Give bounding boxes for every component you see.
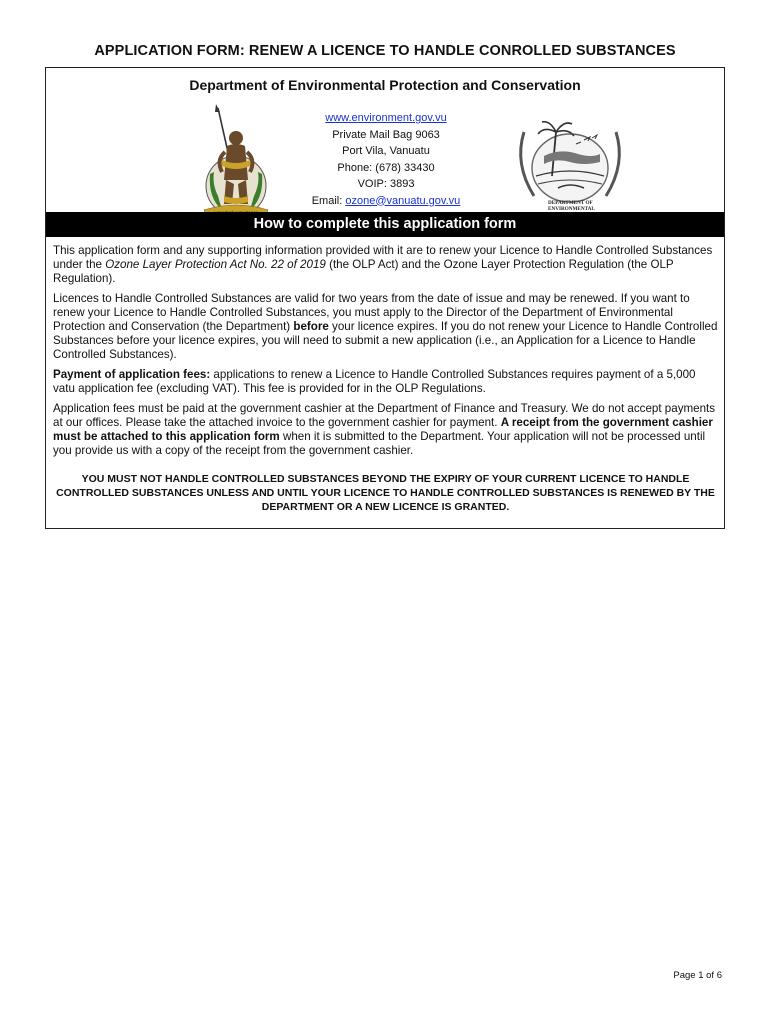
paragraph-validity: Licences to Handle Controlled Substances are valid for two years from the date of issue and may be renewed. If you want to renew your Licence to Handle Controlled Substances, you must apply to the Director of the Department of Environmental Protection and Conservation (the Department) before your licence expires. If you do not renew your Licence to Handle Controlled Substances before your licence expires, you will need to submit a new application (i.e., an Application for a Licence to Handle Controlled Substances). <box>53 292 718 361</box>
department-logo-icon <box>504 104 634 224</box>
email-link[interactable]: ozone@vanuatu.gov.vu <box>345 194 461 207</box>
header-frame <box>45 67 725 529</box>
paragraph-cashier: Application fees must be paid at the government cashier at the Department of Finance and Treasury. We do not accept payments at our offices. Please take the attached invoice to the government cashier for payment. A receipt from the government cashier must be attached to this application form when it is submitted to the Department. Your application will not be processed until you provide us with a copy of the receipt from the government cashier. <box>53 402 716 457</box>
city: Port Vila, Vanuatu <box>342 145 430 157</box>
page-title: APPLICATION FORM: RENEW A LICENCE TO HANDLE CONROLLED SUBSTANCES <box>94 43 676 59</box>
section-heading: How to complete this application form <box>46 212 724 237</box>
voip: VOIP: 3893 <box>357 178 415 190</box>
instructions <box>53 244 718 514</box>
logo-text-1: DEPARTMENT OF <box>548 200 593 206</box>
phone: Phone: (678) 33430 <box>337 161 435 174</box>
email-line <box>246 193 526 210</box>
paragraph-fees: Payment of application fees: applications to renew a Licence to Handle Controlled Substances requires payment of a 5,000 vatu application fee (excluding VAT). This fee is provided for in the OLP Regulations. <box>53 368 696 395</box>
contact-block <box>246 110 526 209</box>
email-label: Email: <box>311 194 346 207</box>
logo-text-2: ENVIRONMENTAL <box>548 206 595 212</box>
department-name: Department of Environmental Protection and Conservation <box>189 77 581 93</box>
warning-notice: YOU MUST NOT HANDLE CONTROLLED SUBSTANCES BEYOND THE EXPIRY OF YOUR CURRENT LICENCE TO HANDLE CONTROLLED SUBSTANCES UNLESS AND UNTIL YOUR LICENCE TO HANDLE CONTROLLED SUBSTANCES IS RENEWED BY THE DEPARTMENT OR A NEW LICENCE IS GRANTED. <box>56 473 715 513</box>
paragraph-intro: This application form and any supporting information provided with it are to renew your Licence to Handle Controlled Substances under the Ozone Layer Protection Act No. 22 of 2019 (the OLP Act) and the Ozone Layer Protection Regulation (the OLP Regulation). <box>53 244 713 285</box>
website-link[interactable]: www.environment.gov.vu <box>325 112 447 124</box>
mail-bag: Private Mail Bag 9063 <box>332 128 440 141</box>
page-number: Page 1 of 6 <box>673 970 722 981</box>
